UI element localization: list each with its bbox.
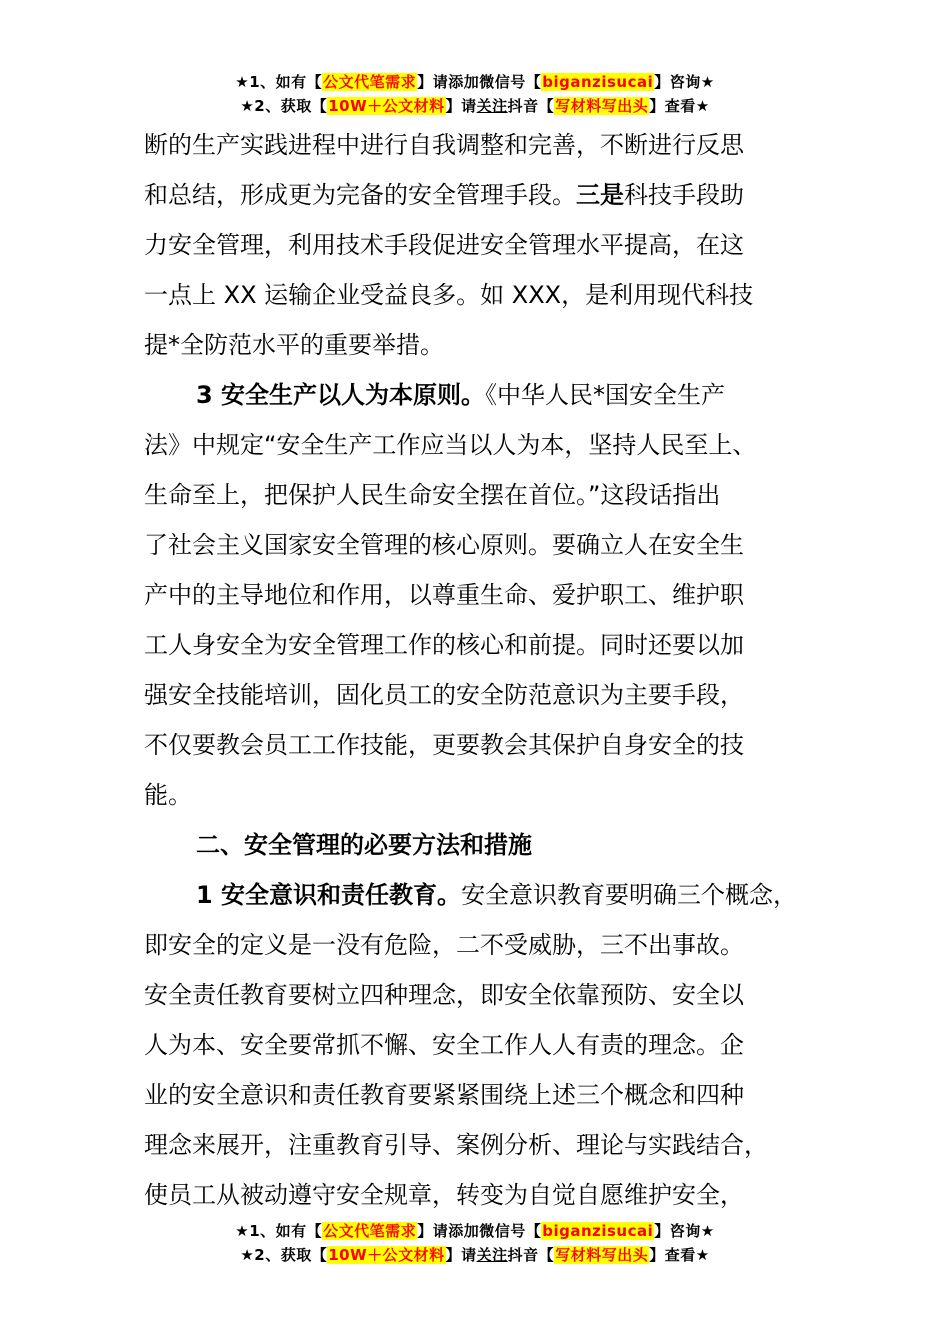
paragraph-line xyxy=(144,920,834,970)
line-text: 业的安全意识和责任教育要紧紧围绕上述三个概念和四种 xyxy=(144,1081,744,1109)
line-text: 人为本、安全要常抓不懈、安全工作人人有责的理念。企 xyxy=(144,1031,744,1059)
paragraph-line xyxy=(144,1020,834,1070)
line-text: 生命至上，把保护人民生命安全摆在首位。”这段话指出 xyxy=(144,481,721,509)
paragraph-line xyxy=(144,520,834,570)
paragraph-line xyxy=(144,320,834,370)
section-title xyxy=(144,820,834,870)
banner-prefix: ★2、获取【 xyxy=(240,1246,328,1264)
paragraph-line xyxy=(144,370,834,420)
banner-highlight-service: 公文代笔需求 xyxy=(323,1222,417,1240)
line-text: 和总结，形成更为完备的安全管理手段。 xyxy=(144,181,576,209)
banner-prefix: ★2、获取【 xyxy=(240,97,328,115)
banner-text: 】请添加微信号【 xyxy=(417,73,542,91)
line-text: 安全责任教育要树立四种理念，即安全依靠预防、安全以 xyxy=(144,981,744,1009)
promo-banner-footer-line-2 xyxy=(0,1243,950,1267)
section-heading: 二、安全管理的必要方法和措施 xyxy=(196,831,532,859)
line-text: 能。 xyxy=(144,781,192,809)
banner-highlight-service: 公文代笔需求 xyxy=(323,73,417,91)
banner-prefix: ★1、如有【 xyxy=(235,1222,323,1240)
banner-highlight-wechat-id: biganzisucai xyxy=(542,73,654,91)
paragraph-line xyxy=(144,270,834,320)
line-text: 力安全管理，利用技术手段促进安全管理水平提高，在这 xyxy=(144,231,744,259)
line-text: 强安全技能培训，固化员工的安全防范意识为主要手段， xyxy=(144,681,744,709)
line-text: 了社会主义国家安全管理的核心原则。要确立人在安全生 xyxy=(144,531,744,559)
banner-highlight-materials: 10W＋公文材料 xyxy=(328,97,445,115)
line-text: 断的生产实践进程中进行自我调整和完善，不断进行反思 xyxy=(144,131,744,159)
line-text: 安全意识教育要明确三个概念， xyxy=(461,881,798,909)
paragraph-line xyxy=(144,720,834,770)
promo-banner-line-2 xyxy=(0,94,950,118)
line-text: 理念来展开，注重教育引导、案例分析、理论与实践结合， xyxy=(144,1131,768,1159)
banner-prefix: ★1、如有【 xyxy=(235,73,323,91)
paragraph-line xyxy=(144,970,834,1020)
line-text: 法》中规定“安全生产工作应当以人为本，坚持人民至上、 xyxy=(144,431,757,459)
banner-text: 】请 xyxy=(445,97,477,115)
paragraph-line xyxy=(144,220,834,270)
paragraph-line xyxy=(144,120,834,170)
paragraph-line xyxy=(144,170,834,220)
paragraph-line xyxy=(144,1120,834,1170)
banner-underlined-text: 关注 xyxy=(476,97,508,115)
line-text: 科技手段助 xyxy=(624,181,744,209)
banner-suffix: 】咨询★ xyxy=(654,73,715,91)
paragraph-line xyxy=(144,1170,834,1220)
paragraph-line xyxy=(144,870,834,920)
paragraph-line xyxy=(144,470,834,520)
banner-text: 抖音【 xyxy=(507,1246,555,1264)
banner-underlined-text: 关注 xyxy=(476,1246,508,1264)
section-heading: 1 安全意识和责任教育。 xyxy=(196,881,462,909)
paragraph-line xyxy=(144,420,834,470)
line-text: 不仅要教会员工工作技能，更要教会其保护自身安全的技 xyxy=(144,731,744,759)
banner-highlight-wechat-id: biganzisucai xyxy=(542,1222,654,1240)
paragraph-line xyxy=(144,670,834,720)
banner-text: 】请添加微信号【 xyxy=(417,1222,542,1240)
bold-lead: 三是 xyxy=(576,181,624,209)
line-text: 使员工从被动遵守安全规章，转变为自觉自愿维护安全， xyxy=(144,1181,744,1209)
line-text: 产中的主导地位和作用，以尊重生命、爱护职工、维护职 xyxy=(144,581,744,609)
paragraph-line xyxy=(144,570,834,620)
banner-highlight-materials: 10W＋公文材料 xyxy=(328,1246,445,1264)
banner-highlight-douyin: 写材料写出头 xyxy=(555,1246,649,1264)
line-text: 一点上 XX 运输企业受益良多。如 XXX，是利用现代科技 xyxy=(144,281,754,309)
banner-highlight-douyin: 写材料写出头 xyxy=(555,97,649,115)
line-text: 即安全的定义是一没有危险，二不受威胁，三不出事故。 xyxy=(144,931,744,959)
line-text: 《中华人民*国安全生产 xyxy=(485,381,726,409)
section-heading: 3 安全生产以人为本原则。 xyxy=(196,381,486,409)
banner-text: 抖音【 xyxy=(507,97,555,115)
banner-suffix: 】咨询★ xyxy=(654,1222,715,1240)
banner-suffix: 】查看★ xyxy=(649,1246,710,1264)
promo-banner-footer-line-1 xyxy=(0,1219,950,1243)
paragraph-line xyxy=(144,770,834,820)
banner-text: 】请 xyxy=(445,1246,477,1264)
line-text: 提*全防范水平的重要举措。 xyxy=(144,331,444,359)
paragraph-line xyxy=(144,1070,834,1120)
banner-suffix: 】查看★ xyxy=(649,97,710,115)
document-body xyxy=(144,120,834,1220)
line-text: 工人身安全为安全管理工作的核心和前提。同时还要以加 xyxy=(144,631,744,659)
paragraph-line xyxy=(144,620,834,670)
promo-banner-line-1 xyxy=(0,70,950,94)
